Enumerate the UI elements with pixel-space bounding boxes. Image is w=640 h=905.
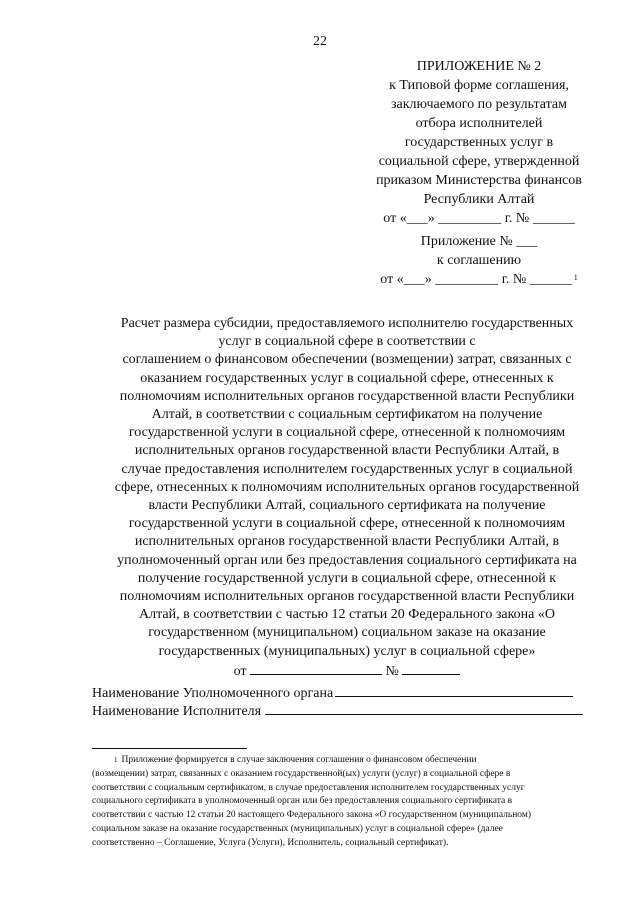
title-line: Алтай, в соответствии с социальным сертификатом на получение [151,407,543,423]
title-line: исполнительных органов государственной власти Республики Алтай, в [134,534,560,550]
title-line: государственной услуги в социальной сфере, отнесенной к полномочиям [128,425,566,441]
document-title [92,315,602,661]
executor-label: Наименование Исполнителя [92,704,262,719]
date-label: от [233,664,247,679]
date-number-line [92,662,602,681]
footnote-divider [92,748,247,749]
appendix-line: ПРИЛОЖЕНИЕ № 2 [416,59,542,74]
appendix-line: отбора исполнителей [415,116,543,131]
title-line: Расчет размера субсидии, предоставляемого исполнителю государственных [120,316,574,331]
agreement-appendix-header [340,232,618,289]
title-line: случае предоставления исполнителем государственных услуг в социальной [121,461,573,477]
footnote [92,754,598,851]
appendix-header [340,57,618,228]
title-line: оказанием государственных услуг в социальной сфере, отнесенных к [140,370,554,386]
footnote-line: соответственно – Соглашение, Услуга (Услуги), Исполнитель, социальный сертификат). [92,837,449,848]
authority-field[interactable] [335,684,573,697]
footnote-marker: 1 [114,756,118,764]
number-label: № [385,664,399,679]
authority-row [92,684,602,703]
number-field[interactable] [402,662,460,675]
title-line: полномочиям исполнительных органов государственной власти Республики [119,388,575,404]
agreement-appendix-title: Приложение № ___ [420,234,538,249]
footnote-line: соответствии с частью 12 статьи 20 настоящего Федерального закона «О государственном (муниципальном) [92,810,532,821]
footnote-reference: 1 [573,273,578,282]
footnote-line: $^1$ Приложение формируется в случае заключения соглашения о финансовом обеспечении [114,755,477,765]
title-line: сфере, отнесенных к полномочиям исполнительных органов государственной [114,479,580,495]
title-line: полномочиям исполнительных органов государственной власти Республики [119,589,575,605]
title-line: Алтай, в соответствии с частью 12 статьи 20 Федерального закона «О [139,607,555,623]
agreement-appendix-subtitle: к соглашению [436,253,522,268]
appendix-line: государственных услуг в [404,135,554,150]
agreement-date-text: от «___» _________ г. № ______ [380,272,572,287]
title-line: соглашением о финансовом обеспечении (возмещении) затрат, связанных с [122,352,572,368]
agreement-appendix-date-line [340,270,618,289]
date-field[interactable] [250,662,382,675]
authority-label: Наименование Уполномоченного органа [92,686,334,701]
footnote-line: соответствии с социальным сертификатом, в случае предоставления исполнителем государственных услуг [92,782,525,793]
title-line: услуг в социальной сфере в соответствии с [218,334,476,350]
footnote-line: (возмещении) затрат, связанных с оказанием государственной(ых) услуги (услуг) в социальной сфере в [92,768,511,779]
title-line: государственной услуги в социальной сфере, отнесенной к полномочиям [128,516,566,532]
footnote-line: социальном заказе на оказание государственных (муниципальных) услуг в социальной сфере» (далее [92,823,503,834]
title-line: уполномоченный орган или без предоставления социального сертификата на [117,552,577,568]
appendix-line: к Типовой форме соглашения, [389,78,569,93]
footnote-line: социального сертификата в уполномоченный орган или без предоставления социального сертификата в [92,796,513,807]
executor-row [92,702,602,721]
title-line: исполнительных органов государственной власти Республики Алтай, в [134,443,560,459]
appendix-line: приказом Министерства финансов [376,173,582,188]
title-line: власти Республики Алтай, социального сертификата на получение [148,498,546,514]
appendix-date-line: от «___» _________ г. № ______ [383,211,575,226]
appendix-line: социальной сфере, утвержденной [378,154,580,169]
title-line: государственных (муниципальных) услуг в социальной сфере» [158,643,536,659]
title-line: государственном (муниципальном) социальном заказе на оказание [148,625,546,641]
appendix-line: Республики Алтай [423,192,535,207]
executor-field[interactable] [265,702,583,715]
appendix-line: заключаемого по результатам [390,97,568,112]
page-number: 22 [313,34,327,49]
title-line: получение государственной услуги в социальной сфере, отнесенной к [137,570,557,586]
